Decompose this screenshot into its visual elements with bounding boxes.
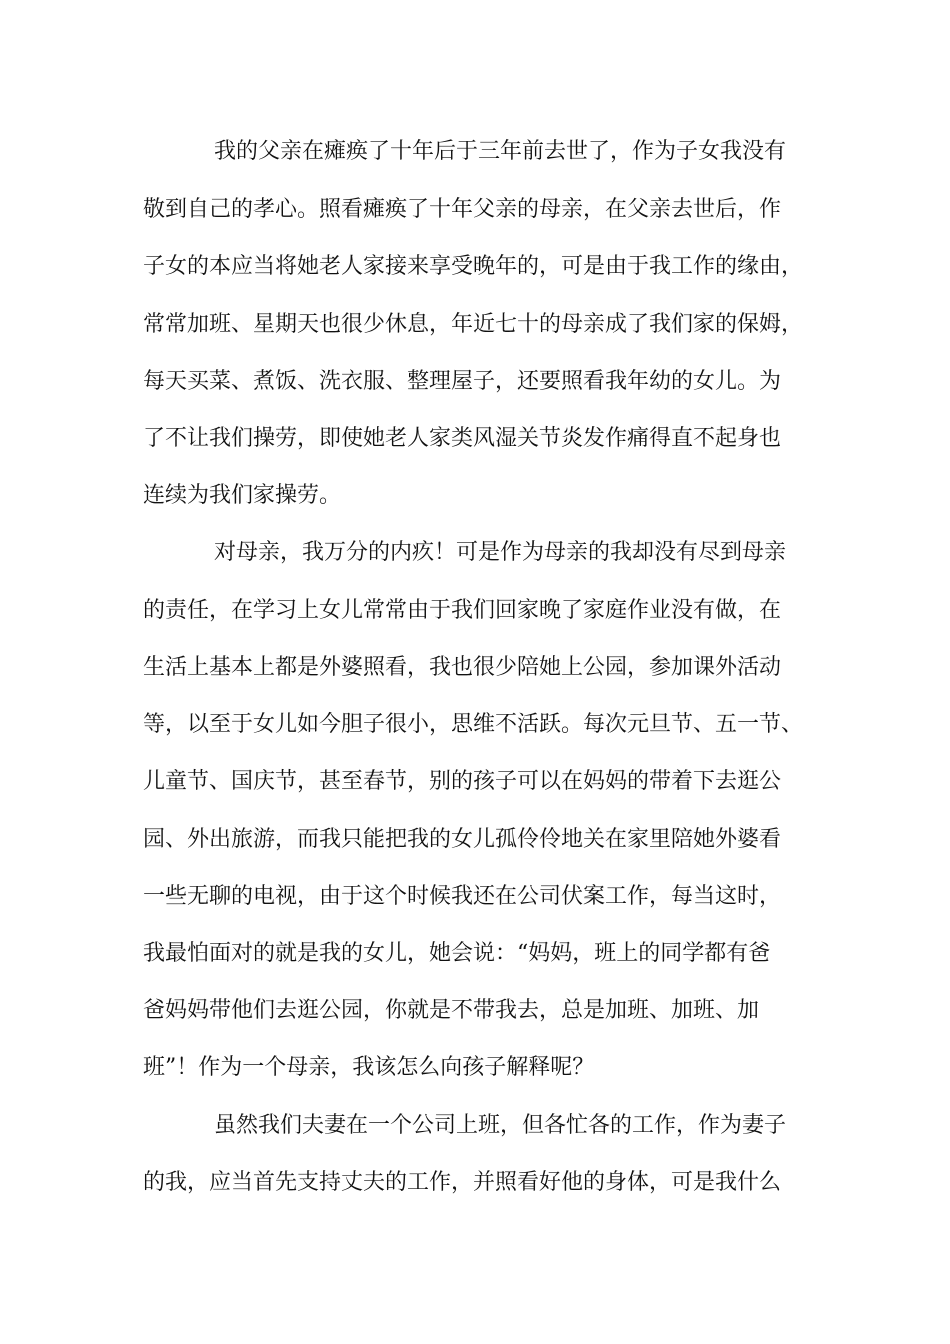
- paragraph-2-line-1: 对母亲，我万分的内疚！可是作为母亲的我却没有尽到母亲: [214, 540, 787, 565]
- paragraph-2-line-2: 的责任，在学习上女儿常常由于我们回家晚了家庭作业没有做，在: [143, 598, 782, 623]
- paragraph-3-line-2: 的我，应当首先支持丈夫的工作，并照看好他的身体，可是我什么: [143, 1170, 782, 1195]
- paragraph-2-line-4: 等，以至于女儿如今胆子很小，思维不活跃。每次元旦节、五一节、: [143, 712, 804, 737]
- paragraph-2-line-5: 儿童节、国庆节，甚至春节，别的孩子可以在妈妈的带着下去逛公: [143, 769, 782, 794]
- paragraph-1-line-3: 子女的本应当将她老人家接来享受晚年的，可是由于我工作的缘由，: [143, 254, 804, 279]
- paragraph-1-line-2: 敬到自己的孝心。照看瘫痪了十年父亲的母亲，在父亲去世后，作: [143, 197, 782, 222]
- paragraph-2-line-8: 我最怕面对的就是我的女儿，她会说：“妈妈，班上的同学都有爸: [143, 941, 771, 966]
- paragraph-1-line-7: 连续为我们家操劳。: [143, 483, 342, 508]
- paragraph-1-line-6: 了不让我们操劳，即使她老人家类风湿关节炎发作痛得直不起身也: [143, 426, 782, 451]
- paragraph-1-line-5: 每天买菜、煮饭、洗衣服、整理屋子，还要照看我年幼的女儿。为: [143, 369, 782, 394]
- paragraph-1-line-4: 常常加班、星期天也很少休息，年近七十的母亲成了我们家的保姆，: [143, 312, 804, 337]
- paragraph-2-line-3: 生活上基本上都是外婆照看，我也很少陪她上公园，参加课外活动: [143, 655, 782, 680]
- paragraph-2-line-10: 班”！作为一个母亲，我该怎么向孩子解释呢？: [143, 1055, 595, 1080]
- paragraph-1-line-1: 我的父亲在瘫痪了十年后于三年前去世了，作为子女我没有: [214, 139, 787, 164]
- paragraph-3-line-1: 虽然我们夫妻在一个公司上班，但各忙各的工作，作为妻子: [214, 1113, 787, 1138]
- paragraph-2-line-7: 一些无聊的电视，由于这个时候我还在公司伏案工作，每当这时，: [143, 884, 782, 909]
- paragraph-2-line-9: 爸妈妈带他们去逛公园，你就是不带我去，总是加班、加班、加: [143, 998, 760, 1023]
- paragraph-2-line-6: 园、外出旅游，而我只能把我的女儿孤伶伶地关在家里陪她外婆看: [143, 827, 782, 852]
